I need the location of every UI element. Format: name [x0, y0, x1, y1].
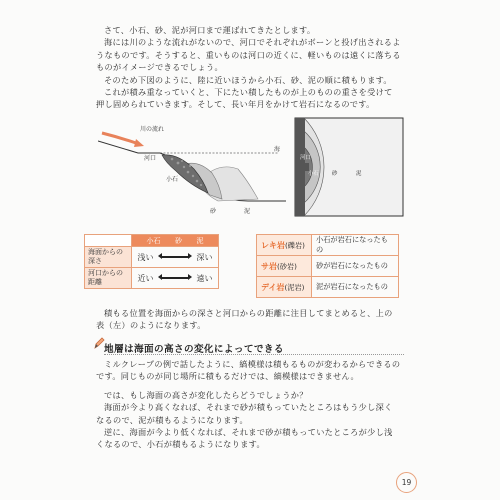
summary-text: 積もる位置を海面からの深さと河口からの距離に注目してまとめると、上の表（左）のようになります。 — [96, 308, 393, 331]
rock-name-mudstone: デイ岩 — [261, 282, 285, 292]
rock-reading-mudstone: (泥岩) — [284, 282, 305, 292]
body-paragraphs — [96, 358, 401, 451]
river-flow-arrowhead — [134, 139, 144, 147]
paragraph-3: そのため下図のように、陸に近いほうから小石、砂、泥の順に積もります。 — [104, 74, 392, 85]
sea-label: 海 — [274, 146, 281, 153]
distance-to: 遠い — [196, 273, 213, 283]
sand-label: 砂 — [210, 208, 217, 215]
distance-from: 近い — [137, 273, 154, 283]
header-mud: 泥 — [196, 236, 204, 245]
paragraph-2: 海には川のような流れがないので、河口でそれぞれがボーンと投げ出されるようなものです。そうすると、重いものは河口の近くに、軽いものは遠くに落ちるものがイメージできるでしょう。 — [96, 37, 401, 73]
rock-types-table — [256, 234, 399, 298]
estuary-cross-section-diagram — [98, 119, 288, 219]
row-label-distance: 河口からの距離 — [85, 268, 132, 289]
heading-underline — [104, 354, 404, 355]
header-pebble: 小石 — [146, 236, 161, 245]
estuary-label: 河口 — [144, 155, 157, 162]
body-paragraph-1: ミルクレープの例で話したように、縞模様は積もるものが変わるからできるのです。同じものが同じ場所に積もるだけでは、縞模様はできません。 — [96, 359, 401, 382]
paragraph-4: これが積み重なっていくと、下にたい積したものが上のものの重さを受けて押し固められていきます。そして、長い年月をかけて岩石になるのです。 — [96, 87, 393, 110]
rock-desc-sandstone: 砂が岩石になったもの — [312, 256, 399, 277]
deposit-position-table — [84, 234, 219, 289]
land-surface — [98, 141, 160, 153]
right-sand-label: 砂 — [332, 171, 338, 177]
pebble-label: 小石 — [166, 176, 179, 183]
estuary-top-view-diagram — [294, 117, 404, 217]
body-paragraph-2: では、もし海面の高さが変化したらどうでしょうか？ — [104, 389, 308, 400]
section-heading: 地層は海面の高さの変化によってできる — [104, 344, 284, 355]
table-row — [257, 277, 399, 298]
summary-paragraph — [96, 307, 401, 332]
body-paragraph-3: 海面が今より高くなれば、それまで砂が積もっていたところはもう少し深くなるので、泥が積もるようになります。 — [96, 402, 393, 425]
rock-name-sandstone: サ岩 — [261, 261, 277, 271]
depth-to: 深い — [196, 252, 213, 262]
double-arrow-icon — [161, 256, 189, 258]
river-flow-arrow — [102, 133, 136, 143]
row-label-depth: 海面からの深さ — [85, 247, 132, 268]
rock-desc-conglomerate: 小石が岩石になったもの — [312, 235, 399, 256]
table-row — [85, 268, 219, 289]
right-pebble-label: 小石 — [308, 171, 319, 177]
right-estuary-label: 河口 — [300, 155, 311, 161]
mud-label: 泥 — [244, 208, 251, 215]
page-number: 19 — [396, 472, 417, 493]
rock-reading-conglomerate: (礫岩) — [285, 240, 305, 250]
rock-name-conglomerate: レキ岩 — [261, 240, 285, 250]
flow-label: 川の流れ — [140, 126, 165, 133]
paragraph-1: さて、小石、砂、泥が河口まで運ばれてきたとします。 — [104, 25, 316, 35]
header-sand: 砂 — [175, 236, 182, 245]
rock-reading-sandstone: (砂岩) — [277, 261, 297, 271]
intro-paragraphs — [96, 24, 401, 111]
rock-desc-mudstone: 泥が岩石になったもの — [312, 277, 399, 298]
body-paragraph-4: 逆に、海面が今より低くなれば、それまで砂が積もっていたところが少し浅くなるので、小石が積もるようになります。 — [96, 427, 393, 450]
table-row — [257, 235, 399, 256]
table-row — [85, 247, 219, 268]
double-arrow-icon — [161, 277, 189, 279]
right-mud-label: 泥 — [356, 171, 362, 177]
table-row — [257, 256, 399, 277]
depth-from: 浅い — [137, 252, 154, 262]
estuary-channel — [295, 163, 309, 171]
